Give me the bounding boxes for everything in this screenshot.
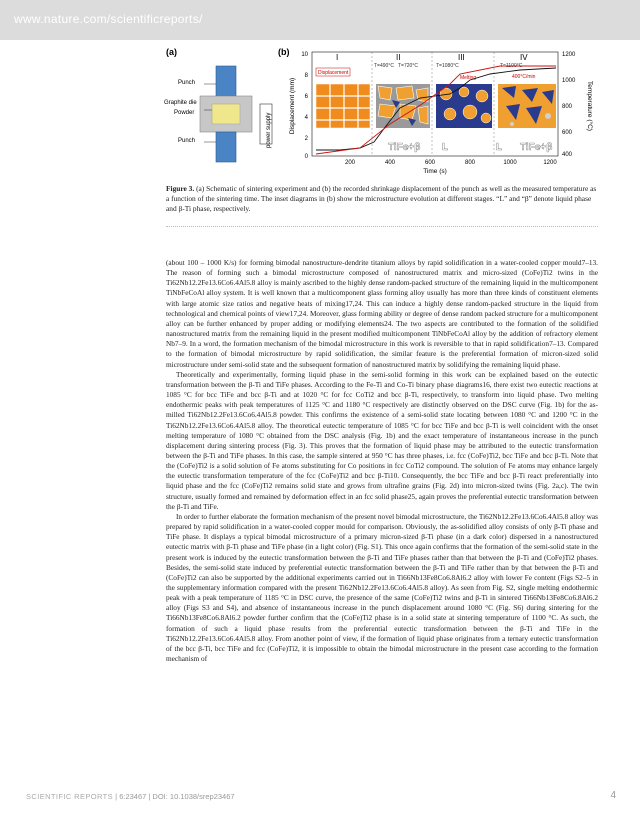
caption-text: (a) Schematic of sintering experiment and (b) the recorded shrinkage displacement of the punch as well as the measured temperature as a function of the sintering time. The inset diagrams in (b) show the microstructure evolution at different stages. “L” and “β” denote liquid phase and β-Ti phase, respectively. <box>166 184 597 213</box>
site-header-bar <box>0 0 640 40</box>
annot-t720: T=720°C <box>398 63 418 69</box>
y-left-axis-label: Displacement (mm) <box>289 77 296 135</box>
label-graphite-die: Graphite die <box>164 100 197 106</box>
label-punch-top: Punch <box>178 80 196 86</box>
x-tick: 1200 <box>543 160 557 166</box>
x-tick: 1000 <box>503 160 517 166</box>
y-left-tick: 4 <box>304 115 308 121</box>
stage-i: I <box>336 53 339 62</box>
paragraph-1: (about 100 – 1000 K/s) for forming bimodal nanostructure-dendrite titanium alloys by rapid solidification in a water-cooled copper mould7–13. The reason of forming such a bimodal microstructure composed of nanostructured matrix and micro-sized (CoFe)Ti2 twins in the Ti62Nb12.2Fe13.6Co6.4Al5.8 alloy is mainly ascribed to the highly dense random-packed structure of the remaining liquid in the multicomponent TiNbFeCoAl alloy system. It is well known that a multicomponent glass forming alloy usually has more than three kinds of constituent elements with large atomic size ratios and negative heats of mixing17,24. This can induce a highly dense random-packed structure in the liquid from technological and chemical points of view17,24. Moreover, glass forming ability or degree of dense random packed structure for a multicomponent alloy can be further enhanced by proper adding or modifying elements24. The two aspects are contributed to the formation of the solidified nanostructured matrix from the remaining liquid in the present modified multicomponent TiNbFeCoAl alloy by the addition of refractory element Nb7–9. In a word, the formation mechanism of the bimodal microstructure in this work is reversible to that in rapid solidification7–13. Compared to the formation of bimodal microstructure by rapid solidification, the similar feature is the preferential formation of micron-sized solid microstructure under semi-solid state and the subsequent formation of nanostructured matrix by solidifying the remaining liquid phase. <box>166 258 598 369</box>
paragraph-3: In order to further elaborate the formation mechanism of the present novel bimodal microstructure, the Ti62Nb12.2Fe13.6Co6.4Al5.8 alloy was prepared by rapid solidification in a water-cooled copper mould for comparison. Obviously, the as-solidified alloy consists of only β-Ti phase and TiFe phase. It displays a typical bimodal microstructure of a primary micron-sized β-Ti phase (in a dark color) dispersed in a nanostructured eutectic matrix with β-Ti phase and TiFe phase (in a light color) (Fig. S1). This once again confirms that the formation of the semi-solid state in the present work is induced by the eutectic transformation between the β-Ti and TiFe phases rather than that between the β-Ti and (CoFe)Ti2 phases. Besides, the semi-solid state induced by preferential eutectic transformation between the β-Ti and TiFe rather than by that between the β-Ti and (CoFe)Ti2 can also be supported by the additional experiments carried out in Ti66Nb13Fe8Co6.8Al6.2 alloy with lower Fe content (Figs S2–5 in the supplementary information compared with the present Ti62Nb12.2Fe13.6Co6.4Al5.8 alloy). As seen from Fig. S2, single melting endothermic peak with a peak temperature of 1185 °C in DSC curve, the presence of the same (CoFe)Ti2 twins and β-Ti in sintered Ti66Nb13Fe8Co6.8Al6.2 alloy (Figs S3 and S4), and absence of instantaneous increase in the punch displacement around 1080 °C (Fig. S6) during sintering for the Ti66Nb13Fe8Co6.8Al6.2 powder further confirm that the (CoFe)Ti2 phase is in a solid state at sintering temperature of 1100 °C. As such, the formation of such a liquid phase results from the preferential eutectic transformation between the β-Ti and TiFe in the Ti62Nb12.2Fe13.6Co6.4Al5.8 alloy. From another point of view, if the formation of liquid phase originates from a ternary eutectic transformation of the bcc β-Ti, bcc TiFe and fcc (CoFe)Ti2, it is impossible to obtain the bimodal microstructure in the present case according to the formation mechanism of <box>166 511 598 664</box>
y-left-tick: 2 <box>304 136 308 142</box>
caption-label: Figure 3. <box>166 184 195 193</box>
annot-t1080: T=1080°C <box>436 63 459 69</box>
phase-right: TiFe+β <box>520 142 553 153</box>
citation: | 6:23467 | DOI: 10.1038/srep23467 <box>113 792 235 801</box>
stage-iii: III <box>458 53 465 62</box>
annot-t1100: T=1100°C <box>500 63 523 69</box>
panel-a-label: (a) <box>166 47 177 57</box>
annot-rate: 400°C/min <box>512 74 536 80</box>
y-right-tick: 1200 <box>562 52 576 58</box>
y-right-axis-label: Temperature (°C) <box>586 81 593 131</box>
power-supply-label: power supply <box>266 112 272 148</box>
inset-stage-iii <box>436 84 492 128</box>
y-right-tick: 400 <box>562 152 573 158</box>
y-right-tick: 800 <box>562 104 573 110</box>
caption-divider <box>166 226 598 227</box>
y-left-tick: 10 <box>301 52 308 58</box>
article-body <box>166 258 598 664</box>
y-left-tick: 8 <box>304 73 308 79</box>
x-tick: 200 <box>344 160 356 166</box>
x-tick: 800 <box>464 160 476 166</box>
phase-left: TiFe+β <box>388 142 421 153</box>
page-number: 4 <box>610 790 616 801</box>
panel-b-label: (b) <box>278 47 290 57</box>
sintering-schematic <box>200 66 272 162</box>
label-punch-bottom: Punch <box>178 138 196 144</box>
phase-right-arrow-l: L <box>496 142 503 153</box>
inset-stage-i <box>316 84 370 128</box>
annot-t490: T=490°C <box>374 63 394 69</box>
y-right-tick: 600 <box>562 130 573 136</box>
stage-ii: II <box>396 53 401 62</box>
figure-caption <box>166 184 598 214</box>
x-tick: 400 <box>384 160 396 166</box>
site-url[interactable]: www.nature.com/scientificreports/ <box>14 12 203 26</box>
annot-melting: Melting <box>460 75 477 81</box>
paragraph-2: Theoretically and experimentally, forming liquid phase in the semi-solid forming in this work can be explained based on the eutectic transformation between the β-Ti and TiFe phases. According to the Fe-Ti and Co-Ti binary phase diagrams16, there exist two eutectic reactions at 1085 °C for bcc TiFe and bcc β-Ti and at 1020 °C for fcc CoTi2 and bcc β-Ti, respectively, to transform into liquid phase. Two melting endothermic peaks with peak temperatures of 1125 °C and 1180 °C respectively are distinctly observed on the DSC curve (Fig. 1b) for the as-milled Ti62Nb12.2Fe13.6Co6.4Al5.8 powder. This confirms the existence of a semi-solid state locating between 1080 °C and 1200 °C in the Ti62Nb12.2Fe13.6Co6.4Al5.8 alloy. The theoretical eutectic temperature of 1085 °C for bcc TiFe and bcc β-Ti is well coincident with the onset melting temperature of 1080 °C obtained from the DSC analysis (Fig. 1b) and the exact temperature of instantaneous increase in the punch displacement during sintering process (Fig. 3). This proves that the formation of liquid phase may be attributed to the eutectic transformation between the β-Ti and TiFe phases. In this case, the sample sintered at 950 °C has three phases, i.e. fcc (CoFe)Ti2, bcc TiFe and bcc β-Ti. Note that the (CoFe)Ti2 is a solid solution of Fe atoms substituting for Co positions in fcc CoTi2 compound. The solution of Fe atoms may enhance largely the eutectic transformation temperature of the fcc (CoFe)Ti2 and bcc β-Ti10. Consequently, the bcc TiFe and bcc β-Ti react preferentially into liquid phase and the fcc (CoFe)Ti2 remains solid state and grows from ultrafine grains (Fig. 2d) into micron-sized twins (Fig. 2a,c). The twin structure, usually formed and remained by deformation effect in an fcc solid phase25, again proves the preferential eutectic transformation between the β-Ti and TiFe. <box>166 369 598 511</box>
phase-left-arrow-l: L <box>442 142 449 153</box>
stage-iv: IV <box>520 53 528 62</box>
annot-displacement: Displacement <box>318 70 349 76</box>
journal-brand: SCIENTIFIC REPORTS <box>26 792 114 801</box>
label-powder: Powder <box>174 110 195 116</box>
inset-stage-iv <box>498 84 556 128</box>
y-left-tick: 0 <box>304 154 308 160</box>
x-axis-label: Time (s) <box>423 168 447 175</box>
page-footer <box>26 792 616 801</box>
y-right-tick: 1000 <box>562 78 576 84</box>
y-left-tick: 6 <box>304 94 308 100</box>
x-tick: 600 <box>424 160 436 166</box>
